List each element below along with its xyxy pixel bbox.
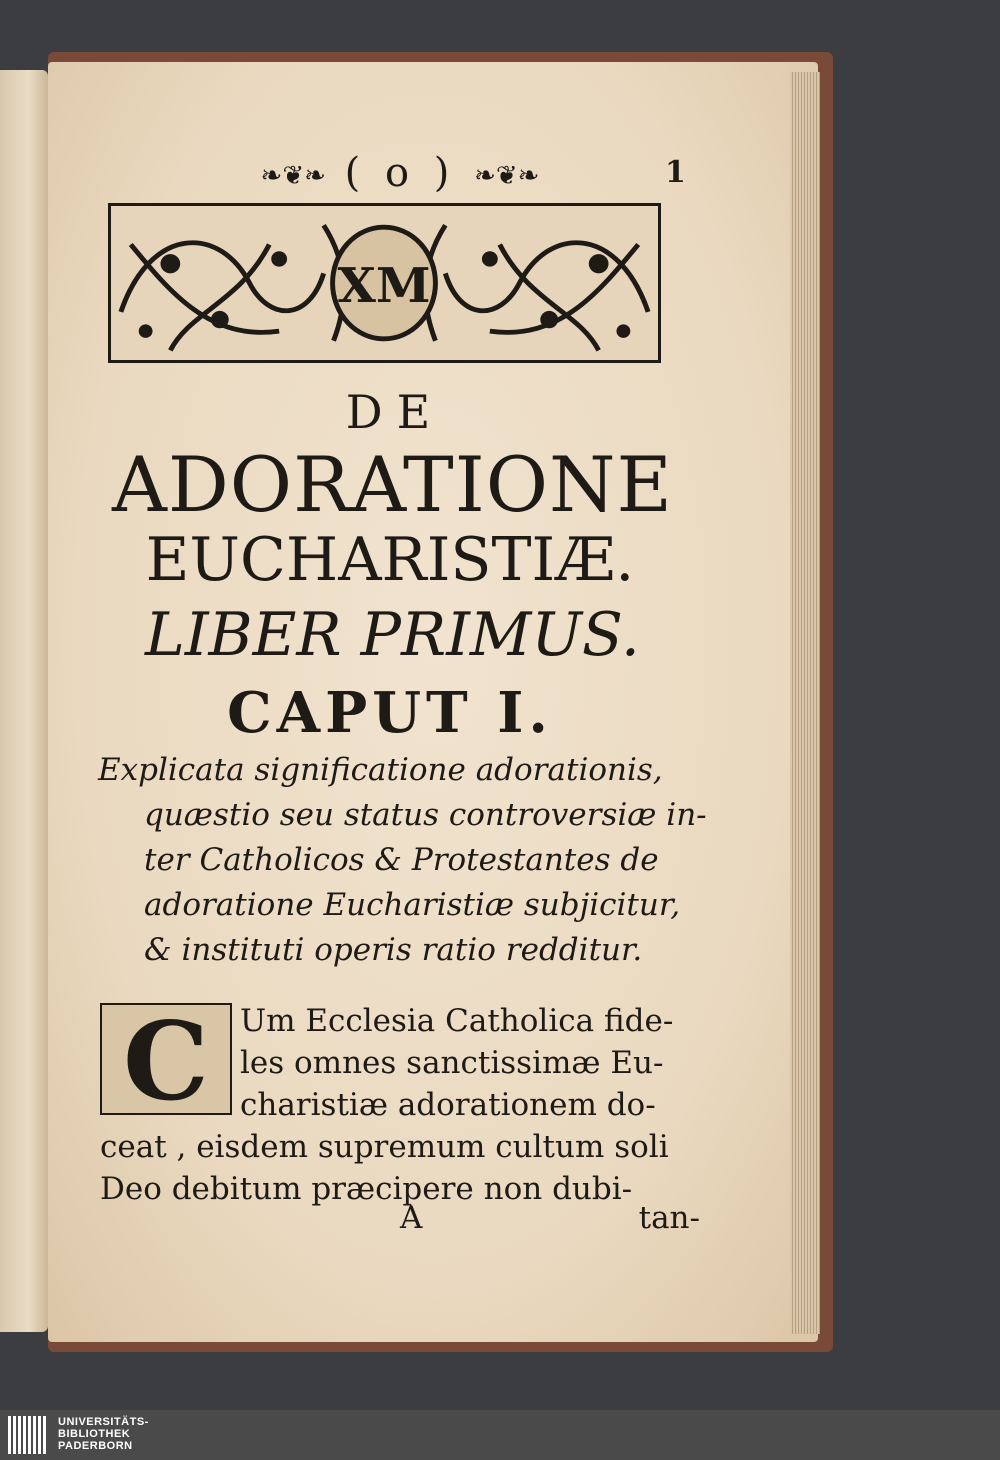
body-line: ceat , eisdem supremum cultum soli: [100, 1129, 669, 1165]
page-number: 1: [665, 155, 686, 190]
monogram: XM: [337, 256, 431, 315]
running-head-text: ( o ): [344, 150, 456, 196]
title-liber-primus: LIBER PRIMUS.: [145, 600, 640, 670]
body-line: les omnes sanctissimæ Eu-: [240, 1045, 664, 1081]
library-logo-icon: [8, 1416, 50, 1454]
library-footer: [0, 1410, 1000, 1460]
summary-line: adoratione Eucharistiæ subjicitur,: [144, 887, 681, 923]
summary-line: & instituti operis ratio redditur.: [144, 932, 643, 968]
initial-letter: C: [123, 999, 209, 1125]
ornament-left-icon: ❧❦❧: [260, 161, 326, 191]
body-line: Um Ecclesia Catholica fide-: [240, 1003, 674, 1039]
signature-mark: A: [400, 1200, 423, 1236]
page-edges: [790, 72, 820, 1334]
catchline: [100, 1200, 700, 1240]
woodcut-headpiece: [108, 203, 661, 363]
body-line: charistiæ adorationem do-: [240, 1087, 656, 1123]
summary-line: Explicata significatione adorationis,: [98, 752, 663, 788]
library-name-line: BIBLIOTHEK: [58, 1428, 131, 1440]
library-name-line: UNIVERSITÄTS-: [58, 1416, 149, 1428]
title-eucharistiae: EUCHARISTIÆ.: [145, 525, 635, 595]
summary-line: ter Catholicos & Protestantes de: [144, 842, 659, 878]
title-adoratione: ADORATIONE: [111, 440, 674, 529]
summary-line: quæstio seu status controversiæ in-: [144, 797, 707, 833]
ornament-right-icon: ❧❦❧: [474, 161, 540, 191]
title-de: DE: [345, 385, 445, 439]
body-text: [100, 1000, 700, 1210]
catchword: tan-: [638, 1200, 700, 1236]
left-page-edge: [0, 70, 48, 1332]
headpiece-ornament-icon: [111, 206, 658, 360]
chapter-heading: CAPUT I.: [227, 680, 553, 746]
body-line: Deo debitum præcipere non dubi-: [100, 1171, 633, 1207]
chapter-summary: [98, 748, 707, 973]
running-head: [250, 150, 550, 196]
library-name: [58, 1416, 149, 1452]
library-name-line: PADERBORN: [58, 1440, 133, 1452]
